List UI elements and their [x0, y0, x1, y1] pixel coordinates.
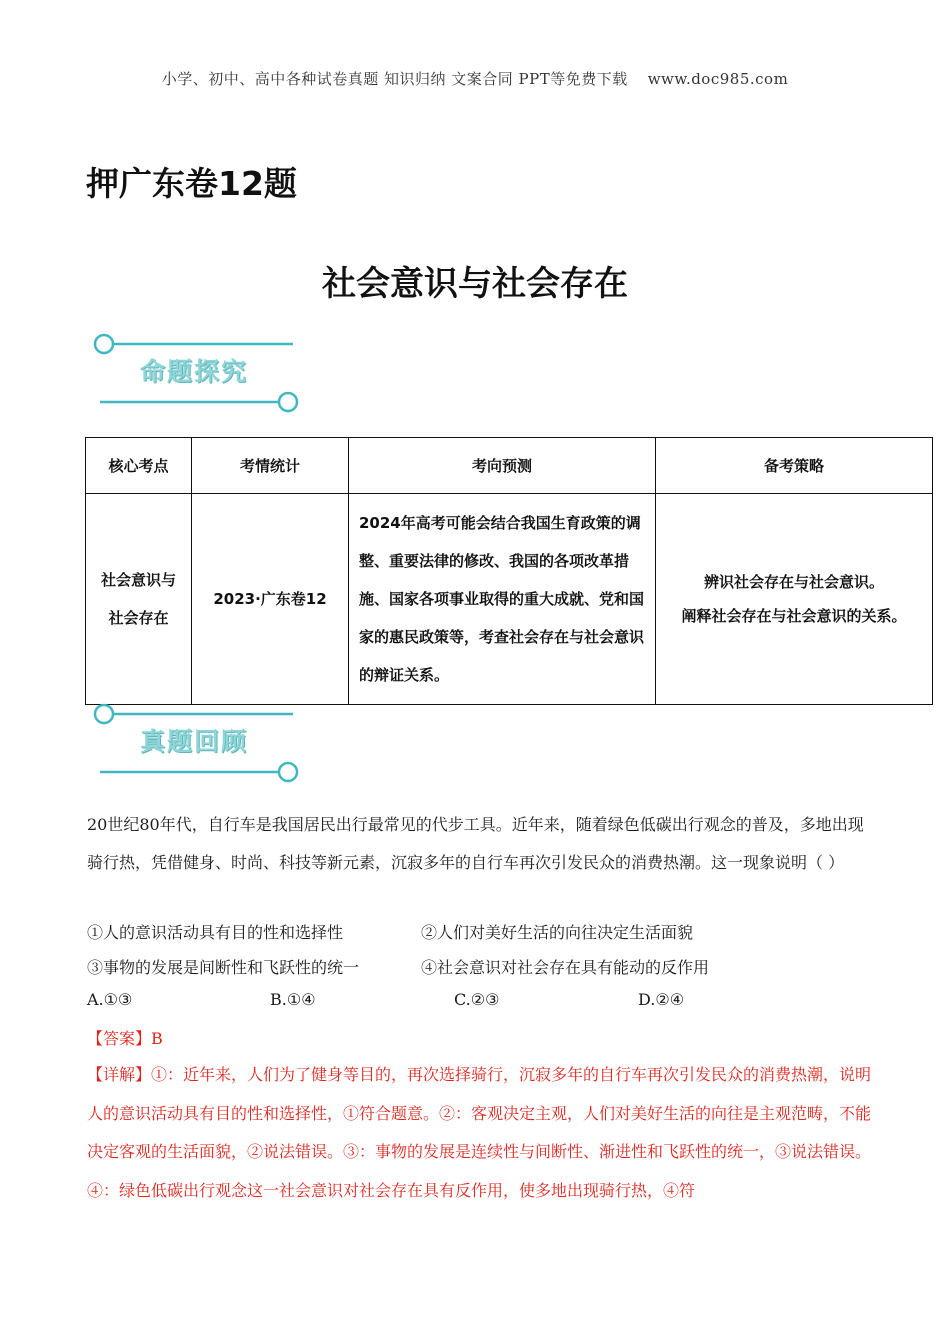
section-banner-proposition	[88, 326, 308, 418]
cell-forecast: 2024年高考可能会结合我国生育政策的调整、重要法律的修改、我国的各项改革措施、国家各项事业取得的重大成就、党和国家的惠民政策等，考查社会存在与社会意识的辩证关系。	[349, 494, 656, 705]
banner-label: 真题回顾	[140, 727, 249, 756]
question-stem: 20世纪80年代，自行车是我国居民出行最常见的代步工具。近年来，随着绿色低碳出行观念的普及，多地出现骑行热，凭借健身、时尚、科技等新元素，沉寂多年的自行车再次引发民众的消费热潮。这一现象说明（ ）	[87, 815, 864, 872]
strategy-line-2: 阐释社会存在与社会意识的关系。	[681, 607, 907, 625]
section-banner-past-exam	[88, 696, 308, 788]
choice-a[interactable]: A.①③	[87, 990, 133, 1009]
explanation-text: 【详解】①：近年来，人们为了健身等目的，再次选择骑行，沉寂多年的自行车再次引发民众的消费热潮，说明人的意识活动具有目的性和选择性，①符合题意。②：客观决定主观，人们对美好生活的向往是主观范畴，不能决定客观的生活面貌，②说法错误。③：事物的发展是连续性与间断性、渐进性和飞跃性的统一，③说法错误。④：绿色低碳出行观念这一社会意识对社会存在具有反作用，使多地出现骑行热，④符	[87, 1065, 872, 1200]
document-title: 押广东卷12题	[86, 164, 297, 203]
statement-4: ④社会意识对社会存在具有能动的反作用	[421, 958, 710, 977]
header-stats: 考情统计	[192, 438, 349, 494]
banner-label: 命题探究	[140, 357, 249, 386]
cell-core: 社会意识与社会存在	[86, 494, 192, 705]
page-header	[0, 68, 950, 89]
header-core: 核心考点	[86, 438, 192, 494]
answer-text: 【答案】B	[87, 1029, 163, 1048]
choice-d[interactable]: D.②④	[638, 990, 685, 1009]
choice-b[interactable]: B.①④	[270, 990, 316, 1009]
strategy-line-1: 辨识社会存在与社会意识。	[703, 573, 884, 591]
exam-analysis-table	[85, 437, 933, 705]
statement-1: ①人的意识活动具有目的性和选择性	[87, 923, 344, 942]
statement-2: ②人们对美好生活的向往决定生活面貌	[421, 923, 694, 942]
statement-3: ③事物的发展是间断性和飞跃性的统一	[87, 958, 360, 977]
cell-stats: 2023·广东卷12	[192, 494, 349, 705]
header-site[interactable]: www.doc985.com	[647, 70, 789, 88]
choice-c[interactable]: C.②③	[454, 990, 500, 1009]
header-text: 小学、初中、高中各种试卷真题 知识归纳 文案合同 PPT等免费下载	[161, 70, 628, 88]
table-row	[86, 494, 933, 705]
cell-strategy	[656, 494, 933, 705]
table-header-row	[86, 438, 933, 494]
header-strategy: 备考策略	[656, 438, 933, 494]
topic-title: 社会意识与社会存在	[322, 264, 628, 304]
header-forecast: 考向预测	[349, 438, 656, 494]
